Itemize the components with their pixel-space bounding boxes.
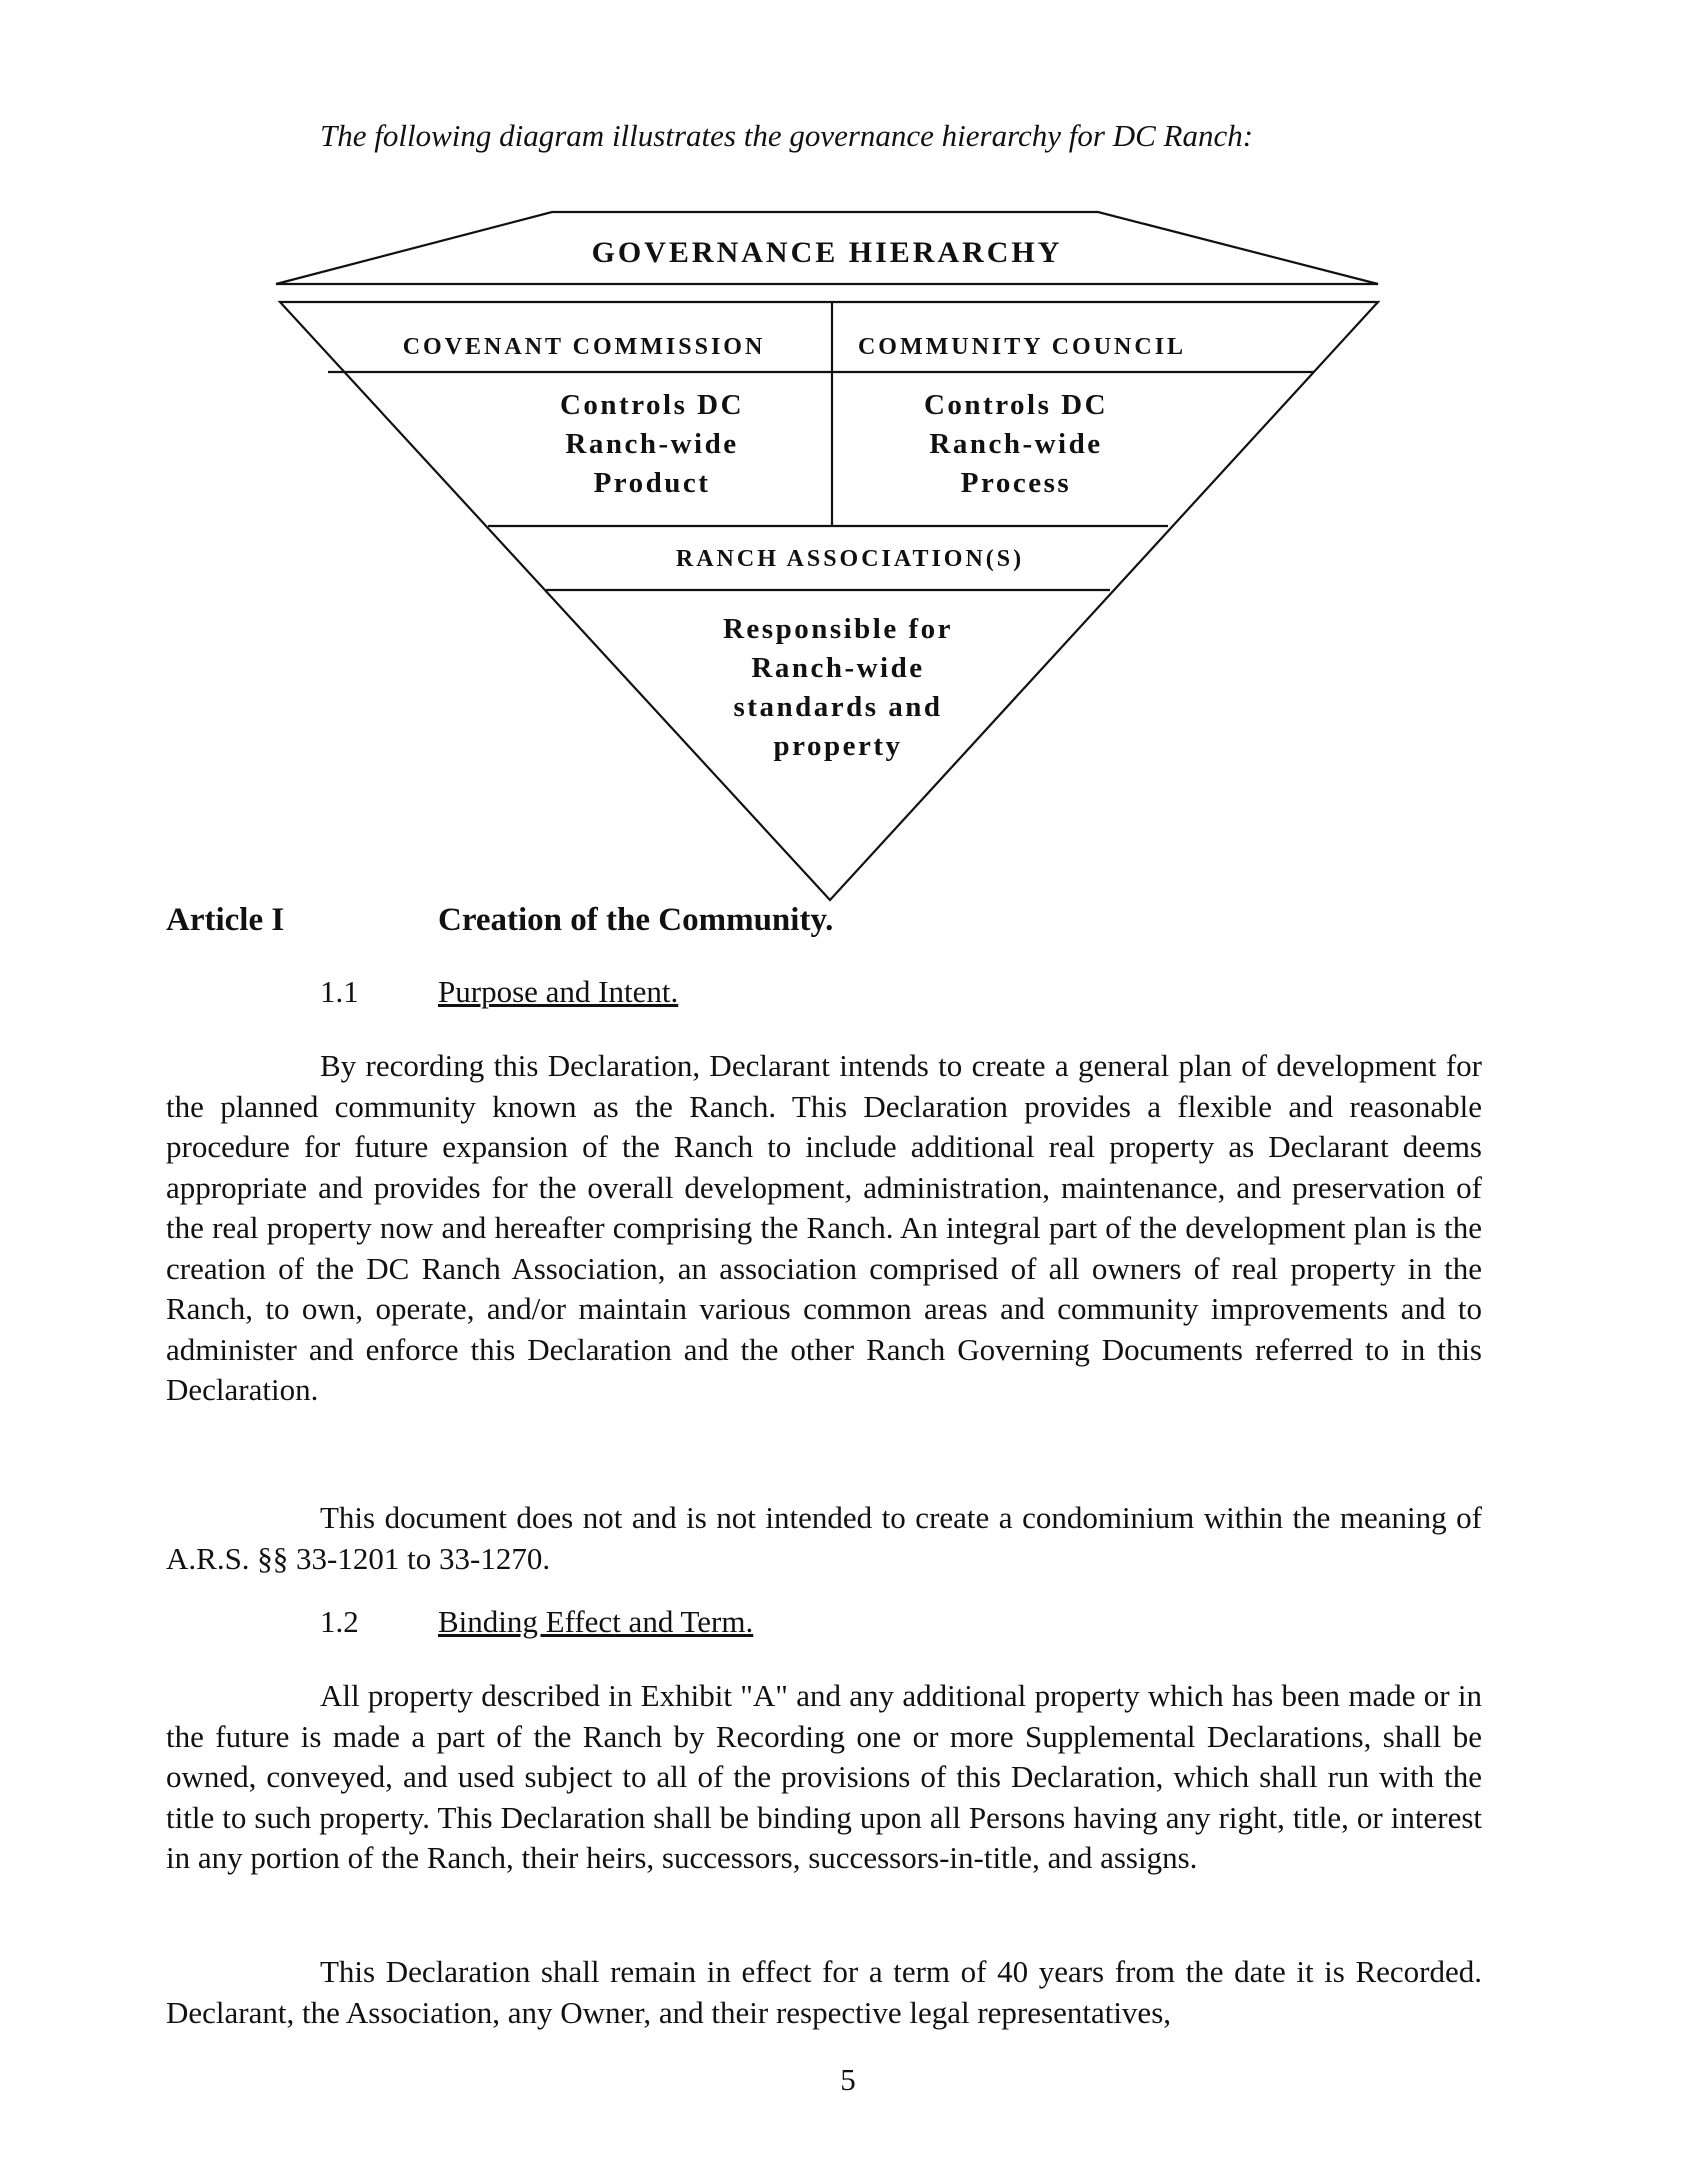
paragraph: All property described in Exhibit "A" and any additional property which has been made or in the future is made a part of the Ranch by Recording one or more Supplemental Declarations, shall be owned, conveyed, and used subject to all of the provisions of this Declaration, which shall run with the title to such property. This Declaration shall be binding upon all Persons having any right, title, or interest in any portion of the Ranch, their heirs, successors, successors-in-title, and assigns. xyxy=(166,1678,1482,1875)
page-number: 5 xyxy=(840,2062,856,2097)
ranch-associations-line: property xyxy=(773,730,903,762)
covenant-commission-line: Product xyxy=(593,467,711,499)
ranch-associations-line: Responsible for xyxy=(722,613,954,645)
section-title: Purpose and Intent. xyxy=(438,974,679,1009)
article-title: Creation of the Community. xyxy=(438,902,834,938)
covenant-commission-label: COVENANT COMMISSION xyxy=(402,334,766,360)
diagram-title: GOVERNANCE HIERARCHY xyxy=(591,236,1063,269)
community-council-line: Ranch-wide xyxy=(929,428,1103,460)
section-number: 1.2 xyxy=(320,1604,359,1639)
section-number: 1.1 xyxy=(320,974,359,1009)
article-number: Article I xyxy=(166,902,285,938)
community-council-line: Process xyxy=(960,467,1072,499)
intro-caption: The following diagram illustrates the governance hierarchy for DC Ranch: xyxy=(320,118,1254,153)
triangle-shape xyxy=(280,302,1378,900)
paragraph: This Declaration shall remain in effect for a term of 40 years from the date it is Recorded. Declarant, the Association, any Owner, and their respective legal representatives, xyxy=(166,1954,1482,2030)
community-council-label: COMMUNITY COUNCIL xyxy=(857,334,1187,360)
ranch-associations-line: Ranch-wide xyxy=(751,652,925,684)
ranch-associations-label: RANCH ASSOCIATION(S) xyxy=(675,546,1025,572)
community-council-line: Controls DC xyxy=(923,389,1109,421)
ranch-associations-line: standards and xyxy=(733,691,943,723)
covenant-commission-line: Controls DC xyxy=(559,389,745,421)
paragraph: This document does not and is not intended to create a condominium within the meaning of A.R.S. §§ 33-1201 to 33-1270. xyxy=(166,1500,1482,1576)
covenant-commission-line: Ranch-wide xyxy=(565,428,739,460)
governance-hierarchy-diagram xyxy=(0,0,1696,910)
section-title: Binding Effect and Term. xyxy=(438,1604,754,1639)
paragraph: By recording this Declaration, Declarant intends to create a general plan of development for the planned community known as the Ranch. This Declaration provides a flexible and reasonable procedure for future expansion of the Ranch to include additional real property as Declarant deems appropriate and provides for the overall development, administration, maintenance, and preservation of the real property now and hereafter comprising the Ranch. An integral part of the development plan is the creation of the DC Ranch Association, an association comprised of all owners of real property in the Ranch, to own, operate, and/or maintain various common areas and community improvements and to administer and enforce this Declaration and the other Ranch Governing Documents referred to in this Declaration. xyxy=(166,1048,1482,1407)
